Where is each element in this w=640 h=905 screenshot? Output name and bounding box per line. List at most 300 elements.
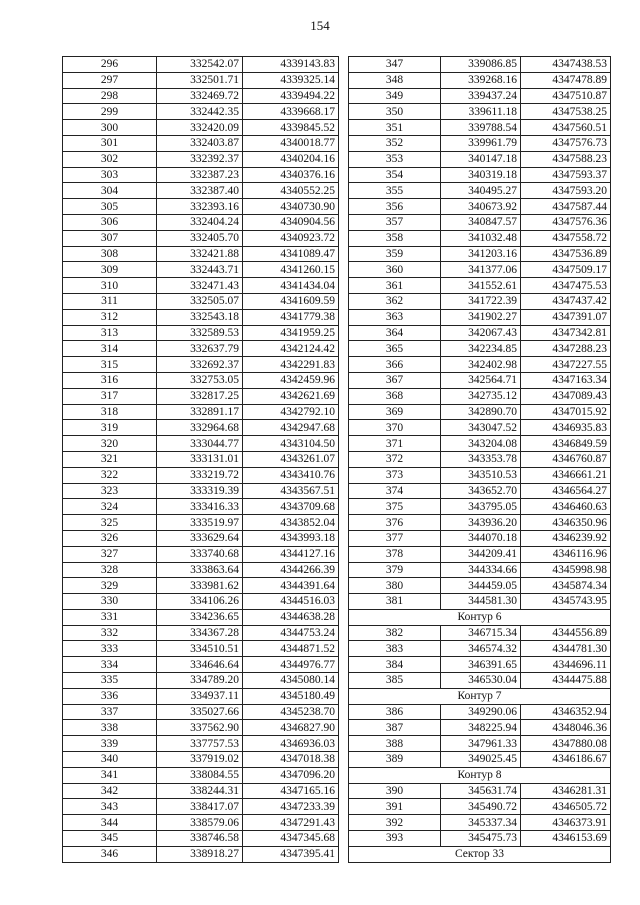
table-row: [63, 641, 339, 657]
point-number: 380: [349, 578, 441, 594]
x-coordinate: 332891.17: [157, 404, 243, 420]
table-row: [349, 372, 611, 388]
x-coordinate: 333519.97: [157, 515, 243, 531]
x-coordinate: 335027.66: [157, 704, 243, 720]
y-coordinate: 4342459.96: [243, 372, 339, 388]
x-coordinate: 332443.71: [157, 262, 243, 278]
table-row: [349, 436, 611, 452]
x-coordinate: 346574.32: [441, 641, 521, 657]
section-title: Контур 8: [349, 767, 611, 783]
y-coordinate: 4344871.52: [243, 641, 339, 657]
table-row: [63, 736, 339, 752]
point-number: 335: [63, 673, 157, 689]
y-coordinate: 4347096.20: [243, 767, 339, 783]
table-row: [63, 499, 339, 515]
x-coordinate: 345490.72: [441, 799, 521, 815]
point-number: 390: [349, 783, 441, 799]
y-coordinate: 4348046.36: [521, 720, 611, 736]
y-coordinate: 4343567.51: [243, 483, 339, 499]
y-coordinate: 4343709.68: [243, 499, 339, 515]
table-row: [63, 767, 339, 783]
section-title: Контур 6: [349, 609, 611, 625]
y-coordinate: 4345998.98: [521, 562, 611, 578]
x-coordinate: 332387.40: [157, 183, 243, 199]
x-coordinate: 341722.39: [441, 293, 521, 309]
x-coordinate: 332692.37: [157, 357, 243, 373]
point-number: 372: [349, 451, 441, 467]
x-coordinate: 338918.27: [157, 846, 243, 862]
x-coordinate: 332469.72: [157, 88, 243, 104]
point-number: 347: [349, 57, 441, 73]
y-coordinate: 4345180.49: [243, 688, 339, 704]
y-coordinate: 4342792.10: [243, 404, 339, 420]
y-coordinate: 4347509.17: [521, 262, 611, 278]
point-number: 377: [349, 530, 441, 546]
point-number: 370: [349, 420, 441, 436]
y-coordinate: 4347391.07: [521, 309, 611, 325]
y-coordinate: 4346239.92: [521, 530, 611, 546]
y-coordinate: 4346116.96: [521, 546, 611, 562]
y-coordinate: 4346936.03: [243, 736, 339, 752]
point-number: 353: [349, 151, 441, 167]
x-coordinate: 343047.52: [441, 420, 521, 436]
table-row: [63, 372, 339, 388]
y-coordinate: 4347291.43: [243, 815, 339, 831]
point-number: 352: [349, 135, 441, 151]
point-number: 344: [63, 815, 157, 831]
table-row: [63, 120, 339, 136]
x-coordinate: 332753.05: [157, 372, 243, 388]
y-coordinate: 4342291.83: [243, 357, 339, 373]
point-number: 327: [63, 546, 157, 562]
table-row: [63, 594, 339, 610]
point-number: 337: [63, 704, 157, 720]
point-number: 300: [63, 120, 157, 136]
x-coordinate: 332542.07: [157, 57, 243, 73]
point-number: 357: [349, 214, 441, 230]
point-number: 302: [63, 151, 157, 167]
table-row: [349, 341, 611, 357]
x-coordinate: 339086.85: [441, 57, 521, 73]
point-number: 314: [63, 341, 157, 357]
y-coordinate: 4347576.36: [521, 214, 611, 230]
y-coordinate: 4347536.89: [521, 246, 611, 262]
table-row: [63, 657, 339, 673]
table-row: [349, 278, 611, 294]
y-coordinate: 4347438.53: [521, 57, 611, 73]
table-row: [349, 704, 611, 720]
x-coordinate: 332964.68: [157, 420, 243, 436]
x-coordinate: 344209.41: [441, 546, 521, 562]
point-number: 324: [63, 499, 157, 515]
table-row: [349, 309, 611, 325]
x-coordinate: 341377.06: [441, 262, 521, 278]
x-coordinate: 344459.05: [441, 578, 521, 594]
point-number: 333: [63, 641, 157, 657]
point-number: 364: [349, 325, 441, 341]
x-coordinate: 333863.64: [157, 562, 243, 578]
point-number: 361: [349, 278, 441, 294]
section-header-row: [349, 688, 611, 704]
table-row: [349, 546, 611, 562]
x-coordinate: 342564.71: [441, 372, 521, 388]
y-coordinate: 4345743.95: [521, 594, 611, 610]
x-coordinate: 332505.07: [157, 293, 243, 309]
x-coordinate: 337562.90: [157, 720, 243, 736]
x-coordinate: 334789.20: [157, 673, 243, 689]
x-coordinate: 348225.94: [441, 720, 521, 736]
y-coordinate: 4347558.72: [521, 230, 611, 246]
point-number: 391: [349, 799, 441, 815]
y-coordinate: 4344516.03: [243, 594, 339, 610]
x-coordinate: 338417.07: [157, 799, 243, 815]
y-coordinate: 4339325.14: [243, 72, 339, 88]
table-row: [63, 183, 339, 199]
x-coordinate: 339788.54: [441, 120, 521, 136]
point-number: 334: [63, 657, 157, 673]
point-number: 308: [63, 246, 157, 262]
y-coordinate: 4340204.16: [243, 151, 339, 167]
point-number: 358: [349, 230, 441, 246]
table-row: [349, 246, 611, 262]
x-coordinate: 332387.23: [157, 167, 243, 183]
x-coordinate: 333416.33: [157, 499, 243, 515]
table-row: [349, 214, 611, 230]
point-number: 309: [63, 262, 157, 278]
table-row: [63, 688, 339, 704]
table-row: [63, 420, 339, 436]
y-coordinate: 4346460.63: [521, 499, 611, 515]
x-coordinate: 346715.34: [441, 625, 521, 641]
table-row: [349, 388, 611, 404]
y-coordinate: 4342621.69: [243, 388, 339, 404]
y-coordinate: 4341434.04: [243, 278, 339, 294]
point-number: 299: [63, 104, 157, 120]
left-coordinates-table: [62, 56, 339, 863]
table-row: [63, 404, 339, 420]
table-row: [349, 641, 611, 657]
x-coordinate: 341902.27: [441, 309, 521, 325]
x-coordinate: 340319.18: [441, 167, 521, 183]
x-coordinate: 347961.33: [441, 736, 521, 752]
x-coordinate: 345631.74: [441, 783, 521, 799]
y-coordinate: 4346352.94: [521, 704, 611, 720]
y-coordinate: 4339494.22: [243, 88, 339, 104]
y-coordinate: 4346849.59: [521, 436, 611, 452]
table-row: [63, 246, 339, 262]
point-number: 367: [349, 372, 441, 388]
table-row: [63, 625, 339, 641]
y-coordinate: 4347288.23: [521, 341, 611, 357]
x-coordinate: 332403.87: [157, 135, 243, 151]
table-row: [349, 262, 611, 278]
y-coordinate: 4347576.73: [521, 135, 611, 151]
point-number: 354: [349, 167, 441, 183]
y-coordinate: 4343993.18: [243, 530, 339, 546]
y-coordinate: 4345238.70: [243, 704, 339, 720]
y-coordinate: 4347587.44: [521, 199, 611, 215]
y-coordinate: 4340923.72: [243, 230, 339, 246]
page-number: 154: [310, 18, 330, 33]
x-coordinate: 333131.01: [157, 451, 243, 467]
table-row: [349, 831, 611, 847]
table-row: [349, 199, 611, 215]
point-number: 342: [63, 783, 157, 799]
y-coordinate: 4347227.55: [521, 357, 611, 373]
table-row: [63, 752, 339, 768]
y-coordinate: 4346505.72: [521, 799, 611, 815]
table-row: [349, 230, 611, 246]
table-row: [63, 578, 339, 594]
x-coordinate: 344581.30: [441, 594, 521, 610]
table-row: [63, 357, 339, 373]
table-row: [349, 420, 611, 436]
x-coordinate: 345337.34: [441, 815, 521, 831]
table-row: [63, 783, 339, 799]
table-row: [63, 309, 339, 325]
x-coordinate: 340147.18: [441, 151, 521, 167]
point-number: 330: [63, 594, 157, 610]
point-number: 305: [63, 199, 157, 215]
point-number: 316: [63, 372, 157, 388]
point-number: 326: [63, 530, 157, 546]
x-coordinate: 332442.35: [157, 104, 243, 120]
table-row: [63, 831, 339, 847]
table-row: [349, 720, 611, 736]
x-coordinate: 346530.04: [441, 673, 521, 689]
x-coordinate: 342067.43: [441, 325, 521, 341]
x-coordinate: 333629.64: [157, 530, 243, 546]
point-number: 355: [349, 183, 441, 199]
y-coordinate: 4347342.81: [521, 325, 611, 341]
x-coordinate: 332589.53: [157, 325, 243, 341]
point-number: 381: [349, 594, 441, 610]
table-row: [63, 846, 339, 862]
x-coordinate: 332392.37: [157, 151, 243, 167]
y-coordinate: 4347163.34: [521, 372, 611, 388]
point-number: 340: [63, 752, 157, 768]
section-title: Контур 7: [349, 688, 611, 704]
y-coordinate: 4346827.90: [243, 720, 339, 736]
x-coordinate: 338244.31: [157, 783, 243, 799]
table-row: [349, 325, 611, 341]
table-row: [63, 135, 339, 151]
point-number: 317: [63, 388, 157, 404]
x-coordinate: 346391.65: [441, 657, 521, 673]
y-coordinate: 4347588.23: [521, 151, 611, 167]
table-row: [63, 720, 339, 736]
point-number: 318: [63, 404, 157, 420]
x-coordinate: 334510.51: [157, 641, 243, 657]
point-number: 306: [63, 214, 157, 230]
point-number: 360: [349, 262, 441, 278]
x-coordinate: 332405.70: [157, 230, 243, 246]
x-coordinate: 334646.64: [157, 657, 243, 673]
x-coordinate: 349290.06: [441, 704, 521, 720]
table-row: [349, 104, 611, 120]
point-number: 343: [63, 799, 157, 815]
point-number: 329: [63, 578, 157, 594]
point-number: 363: [349, 309, 441, 325]
x-coordinate: 332471.43: [157, 278, 243, 294]
y-coordinate: 4341089.47: [243, 246, 339, 262]
y-coordinate: 4344976.77: [243, 657, 339, 673]
y-coordinate: 4347880.08: [521, 736, 611, 752]
x-coordinate: 342890.70: [441, 404, 521, 420]
x-coordinate: 334106.26: [157, 594, 243, 610]
point-number: 388: [349, 736, 441, 752]
table-row: [63, 799, 339, 815]
table-row: [349, 120, 611, 136]
section-header-row: [349, 767, 611, 783]
section-header-row: [349, 846, 611, 862]
y-coordinate: 4344266.39: [243, 562, 339, 578]
point-number: 351: [349, 120, 441, 136]
table-row: [63, 57, 339, 73]
table-row: [349, 72, 611, 88]
table-row: [349, 167, 611, 183]
table-row: [349, 752, 611, 768]
point-number: 375: [349, 499, 441, 515]
table-row: [63, 199, 339, 215]
x-coordinate: 339611.18: [441, 104, 521, 120]
x-coordinate: 342234.85: [441, 341, 521, 357]
table-row: [63, 546, 339, 562]
table-row: [63, 530, 339, 546]
table-row: [63, 562, 339, 578]
point-number: 356: [349, 199, 441, 215]
point-number: 341: [63, 767, 157, 783]
y-coordinate: 4347233.39: [243, 799, 339, 815]
y-coordinate: 4347395.41: [243, 846, 339, 862]
table-row: [349, 151, 611, 167]
y-coordinate: 4347437.42: [521, 293, 611, 309]
y-coordinate: 4344391.64: [243, 578, 339, 594]
x-coordinate: 342735.12: [441, 388, 521, 404]
x-coordinate: 344334.66: [441, 562, 521, 578]
table-row: [63, 704, 339, 720]
table-row: [349, 815, 611, 831]
table-row: [63, 88, 339, 104]
y-coordinate: 4343104.50: [243, 436, 339, 452]
x-coordinate: 333219.72: [157, 467, 243, 483]
point-number: 368: [349, 388, 441, 404]
point-number: 323: [63, 483, 157, 499]
y-coordinate: 4347560.51: [521, 120, 611, 136]
point-number: 297: [63, 72, 157, 88]
x-coordinate: 334236.65: [157, 609, 243, 625]
y-coordinate: 4340018.77: [243, 135, 339, 151]
point-number: 362: [349, 293, 441, 309]
table-row: [349, 783, 611, 799]
table-row: [63, 467, 339, 483]
point-number: 385: [349, 673, 441, 689]
x-coordinate: 332817.25: [157, 388, 243, 404]
x-coordinate: 332393.16: [157, 199, 243, 215]
y-coordinate: 4344638.28: [243, 609, 339, 625]
table-row: [349, 483, 611, 499]
table-row: [63, 72, 339, 88]
x-coordinate: 349025.45: [441, 752, 521, 768]
point-number: 345: [63, 831, 157, 847]
y-coordinate: 4344127.16: [243, 546, 339, 562]
table-row: [349, 467, 611, 483]
point-number: 307: [63, 230, 157, 246]
y-coordinate: 4347510.87: [521, 88, 611, 104]
x-coordinate: 341552.61: [441, 278, 521, 294]
table-row: [63, 293, 339, 309]
table-row: [349, 499, 611, 515]
table-row: [63, 262, 339, 278]
table-row: [349, 625, 611, 641]
y-coordinate: 4346564.27: [521, 483, 611, 499]
point-number: 374: [349, 483, 441, 499]
x-coordinate: 337919.02: [157, 752, 243, 768]
point-number: 303: [63, 167, 157, 183]
table-row: [349, 135, 611, 151]
point-number: 313: [63, 325, 157, 341]
point-number: 366: [349, 357, 441, 373]
point-number: 389: [349, 752, 441, 768]
table-row: [63, 815, 339, 831]
y-coordinate: 4346760.87: [521, 451, 611, 467]
y-coordinate: 4346661.21: [521, 467, 611, 483]
x-coordinate: 332637.79: [157, 341, 243, 357]
x-coordinate: 341032.48: [441, 230, 521, 246]
x-coordinate: 340495.27: [441, 183, 521, 199]
point-number: 379: [349, 562, 441, 578]
table-row: [63, 388, 339, 404]
point-number: 322: [63, 467, 157, 483]
y-coordinate: 4347165.16: [243, 783, 339, 799]
x-coordinate: 339961.79: [441, 135, 521, 151]
y-coordinate: 4347538.25: [521, 104, 611, 120]
x-coordinate: 344070.18: [441, 530, 521, 546]
point-number: 319: [63, 420, 157, 436]
point-number: 321: [63, 451, 157, 467]
table-row: [63, 278, 339, 294]
x-coordinate: 343652.70: [441, 483, 521, 499]
point-number: 386: [349, 704, 441, 720]
table-row: [63, 214, 339, 230]
y-coordinate: 4344753.24: [243, 625, 339, 641]
point-number: 310: [63, 278, 157, 294]
point-number: 331: [63, 609, 157, 625]
y-coordinate: 4342124.42: [243, 341, 339, 357]
x-coordinate: 334937.11: [157, 688, 243, 704]
y-coordinate: 4347345.68: [243, 831, 339, 847]
point-number: 320: [63, 436, 157, 452]
x-coordinate: 340847.57: [441, 214, 521, 230]
y-coordinate: 4340730.90: [243, 199, 339, 215]
y-coordinate: 4344696.11: [521, 657, 611, 673]
table-row: [63, 167, 339, 183]
point-number: 373: [349, 467, 441, 483]
table-row: [349, 515, 611, 531]
y-coordinate: 4346281.31: [521, 783, 611, 799]
x-coordinate: 333044.77: [157, 436, 243, 452]
y-coordinate: 4341609.59: [243, 293, 339, 309]
x-coordinate: 333740.68: [157, 546, 243, 562]
y-coordinate: 4341779.38: [243, 309, 339, 325]
point-number: 348: [349, 72, 441, 88]
y-coordinate: 4343852.04: [243, 515, 339, 531]
table-row: [63, 230, 339, 246]
point-number: 359: [349, 246, 441, 262]
table-row: [349, 657, 611, 673]
table-row: [349, 183, 611, 199]
x-coordinate: 332420.09: [157, 120, 243, 136]
